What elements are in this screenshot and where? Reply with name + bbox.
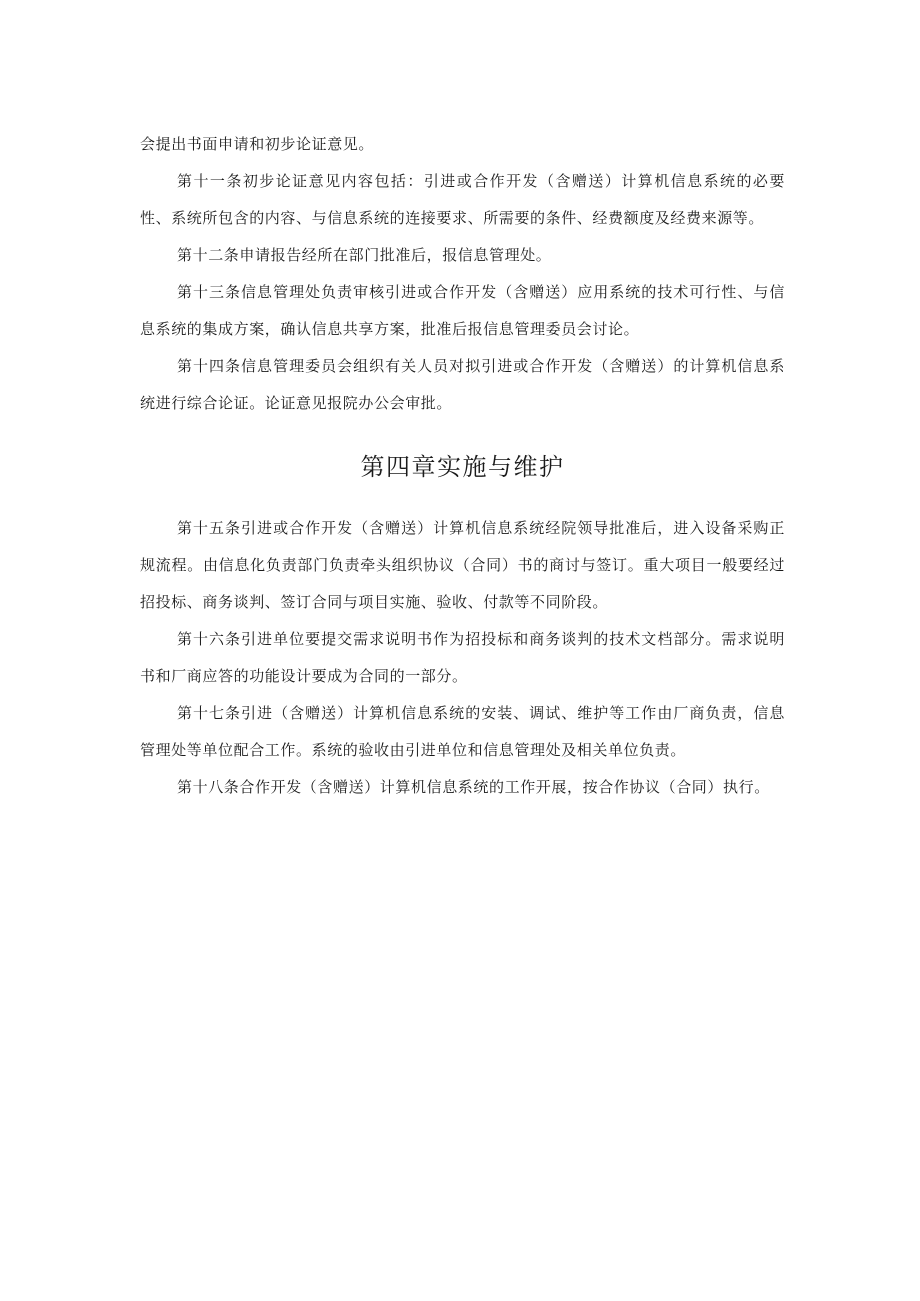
article-11: 第十一条初步论证意见内容包括：引进或合作开发（含赠送）计算机信息系统的必要性、系统所包含的内容、与信息系统的连接要求、所需要的条件、经费额度及经费来源等。	[140, 172, 785, 227]
article-13: 第十三条信息管理处负责审核引进或合作开发（含赠送）应用系统的技术可行性、与信息系统的集成方案，确认信息共享方案，批准后报信息管理委员会讨论。	[140, 283, 785, 338]
article-14: 第十四条信息管理委员会组织有关人员对拟引进或合作开发（含赠送）的计算机信息系统进行综合论证。论证意见报院办公会审批。	[140, 357, 785, 412]
article-18: 第十八条合作开发（含赠送）计算机信息系统的工作开展，按合作协议（合同）执行。	[177, 778, 770, 796]
paragraph-continuation: 会提出书面申请和初步论证意见。	[140, 135, 375, 153]
article-17: 第十七条引进（含赠送）计算机信息系统的安装、调试、维护等工作由厂商负责，信息管理处等单位配合工作。系统的验收由引进单位和信息管理处及相关单位负责。	[140, 704, 785, 759]
article-15: 第十五条引进或合作开发（含赠送）计算机信息系统经院领导批准后，进入设备采购正规流程。由信息化负责部门负责牵头组织协议（合同）书的商讨与签订。重大项目一般要经过招投标、商务谈判、签订合同与项目实施、验收、付款等不同阶段。	[140, 519, 785, 611]
article-16: 第十六条引进单位要提交需求说明书作为招投标和商务谈判的技术文档部分。需求说明书和厂商应答的功能设计要成为合同的一部分。	[140, 630, 785, 685]
article-12: 第十二条申请报告经所在部门批准后，报信息管理处。	[177, 246, 552, 264]
document-page	[140, 126, 785, 806]
chapter-title: 第四章实施与维护	[360, 453, 565, 481]
